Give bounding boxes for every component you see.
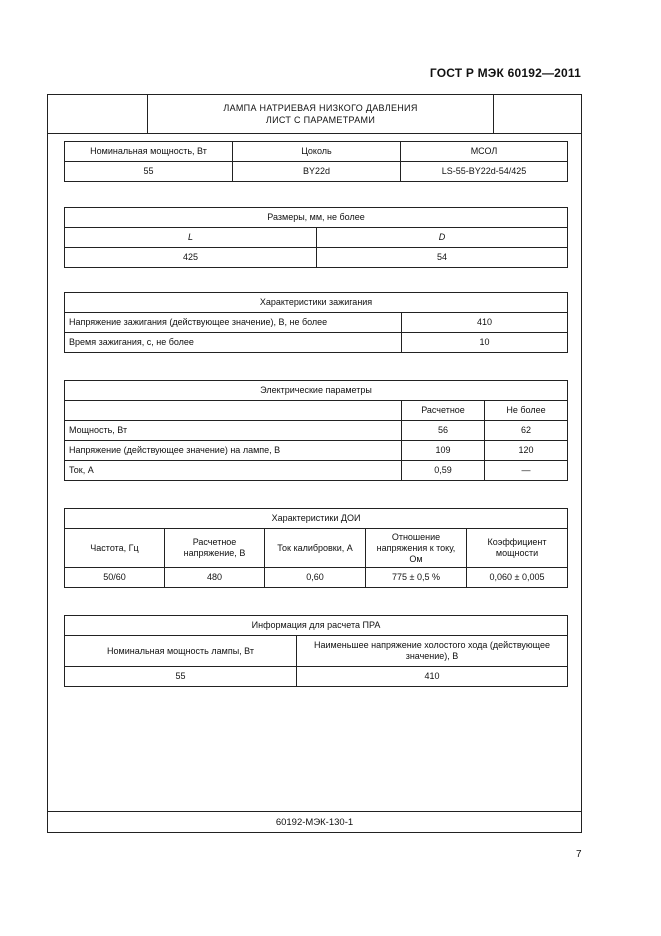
- value-voltage-current-ratio: 775 ± 0,5 %: [366, 568, 467, 588]
- ballast-design-table: [64, 615, 568, 687]
- sheet-title: [148, 95, 493, 133]
- value-msol: LS-55-BY22d-54/425: [401, 162, 568, 182]
- ignition-table: [64, 292, 568, 353]
- lamp-voltage-rated: 109: [402, 441, 485, 461]
- value-power-factor: 0,060 ± 0,005: [467, 568, 568, 588]
- header-frequency: Частота, Гц: [65, 529, 165, 568]
- reference-ballast-table: [64, 508, 568, 588]
- ignition-time-label: Время зажигания, с, не более: [65, 333, 402, 353]
- current-label: Ток, А: [65, 461, 402, 481]
- value-frequency: 50/60: [65, 568, 165, 588]
- sheet-title-line1: ЛАМПА НАТРИЕВАЯ НИЗКОГО ДАВЛЕНИЯ: [223, 103, 418, 113]
- header-lamp-nominal-power: Номинальная мощность лампы, Вт: [65, 636, 297, 667]
- header-right-cell: [493, 95, 582, 133]
- current-rated: 0,59: [402, 461, 485, 481]
- power-label: Мощность, Вт: [65, 421, 402, 441]
- header-open-circuit-voltage: Наименьшее напряжение холостого хода (действующее значение), В: [297, 636, 568, 667]
- value-calibration-current: 0,60: [265, 568, 366, 588]
- header-rated-voltage: Расчетное напряжение, В: [165, 529, 265, 568]
- value-cap: BY22d: [233, 162, 401, 182]
- header-power-factor: Коэффициент мощности: [467, 529, 568, 568]
- sheet-title-line2: ЛИСТ С ПАРАМЕТРАМИ: [265, 115, 376, 125]
- ballast-design-title: Информация для расчета ПРА: [65, 616, 568, 636]
- lamp-voltage-max: 120: [485, 441, 568, 461]
- header-diameter: D: [317, 228, 568, 248]
- power-rated: 56: [402, 421, 485, 441]
- dimensions-table: [64, 207, 568, 268]
- value-open-circuit-voltage: 410: [297, 667, 568, 687]
- header-left-cell: [48, 95, 148, 133]
- page-number: 7: [576, 849, 582, 860]
- sheet-header: [48, 95, 581, 134]
- electrical-table: [64, 380, 568, 481]
- header-cap: Цоколь: [233, 142, 401, 162]
- ignition-voltage-label: Напряжение зажигания (действующее значение), В, не более: [65, 313, 402, 333]
- header-rated: Расчетное: [402, 401, 485, 421]
- electrical-title: Электрические параметры: [65, 381, 568, 401]
- header-msol: МСОЛ: [401, 142, 568, 162]
- header-length: L: [65, 228, 317, 248]
- power-max: 62: [485, 421, 568, 441]
- header-voltage-current-ratio: Отношение напряжения к току, Ом: [366, 529, 467, 568]
- ignition-time-value: 10: [402, 333, 568, 353]
- parameter-sheet: [47, 94, 582, 833]
- value-lamp-nominal-power: 55: [65, 667, 297, 687]
- reference-ballast-title: Характеристики ДОИ: [65, 509, 568, 529]
- document-code: ГОСТ Р МЭК 60192—2011: [429, 66, 581, 80]
- lamp-base-table: [64, 141, 568, 182]
- ignition-title: Характеристики зажигания: [65, 293, 568, 313]
- current-max: —: [485, 461, 568, 481]
- value-rated-voltage: 480: [165, 568, 265, 588]
- electrical-header-blank: [65, 401, 402, 421]
- sheet-footer: 60192-МЭК-130-1: [48, 811, 581, 832]
- lamp-voltage-label: Напряжение (действующее значение) на лампе, В: [65, 441, 402, 461]
- ignition-voltage-value: 410: [402, 313, 568, 333]
- header-nominal-power: Номинальная мощность, Вт: [65, 142, 233, 162]
- value-nominal-power: 55: [65, 162, 233, 182]
- value-length: 425: [65, 248, 317, 268]
- value-diameter: 54: [317, 248, 568, 268]
- dimensions-title: Размеры, мм, не более: [65, 208, 568, 228]
- header-calibration-current: Ток калибровки, А: [265, 529, 366, 568]
- header-max: Не более: [485, 401, 568, 421]
